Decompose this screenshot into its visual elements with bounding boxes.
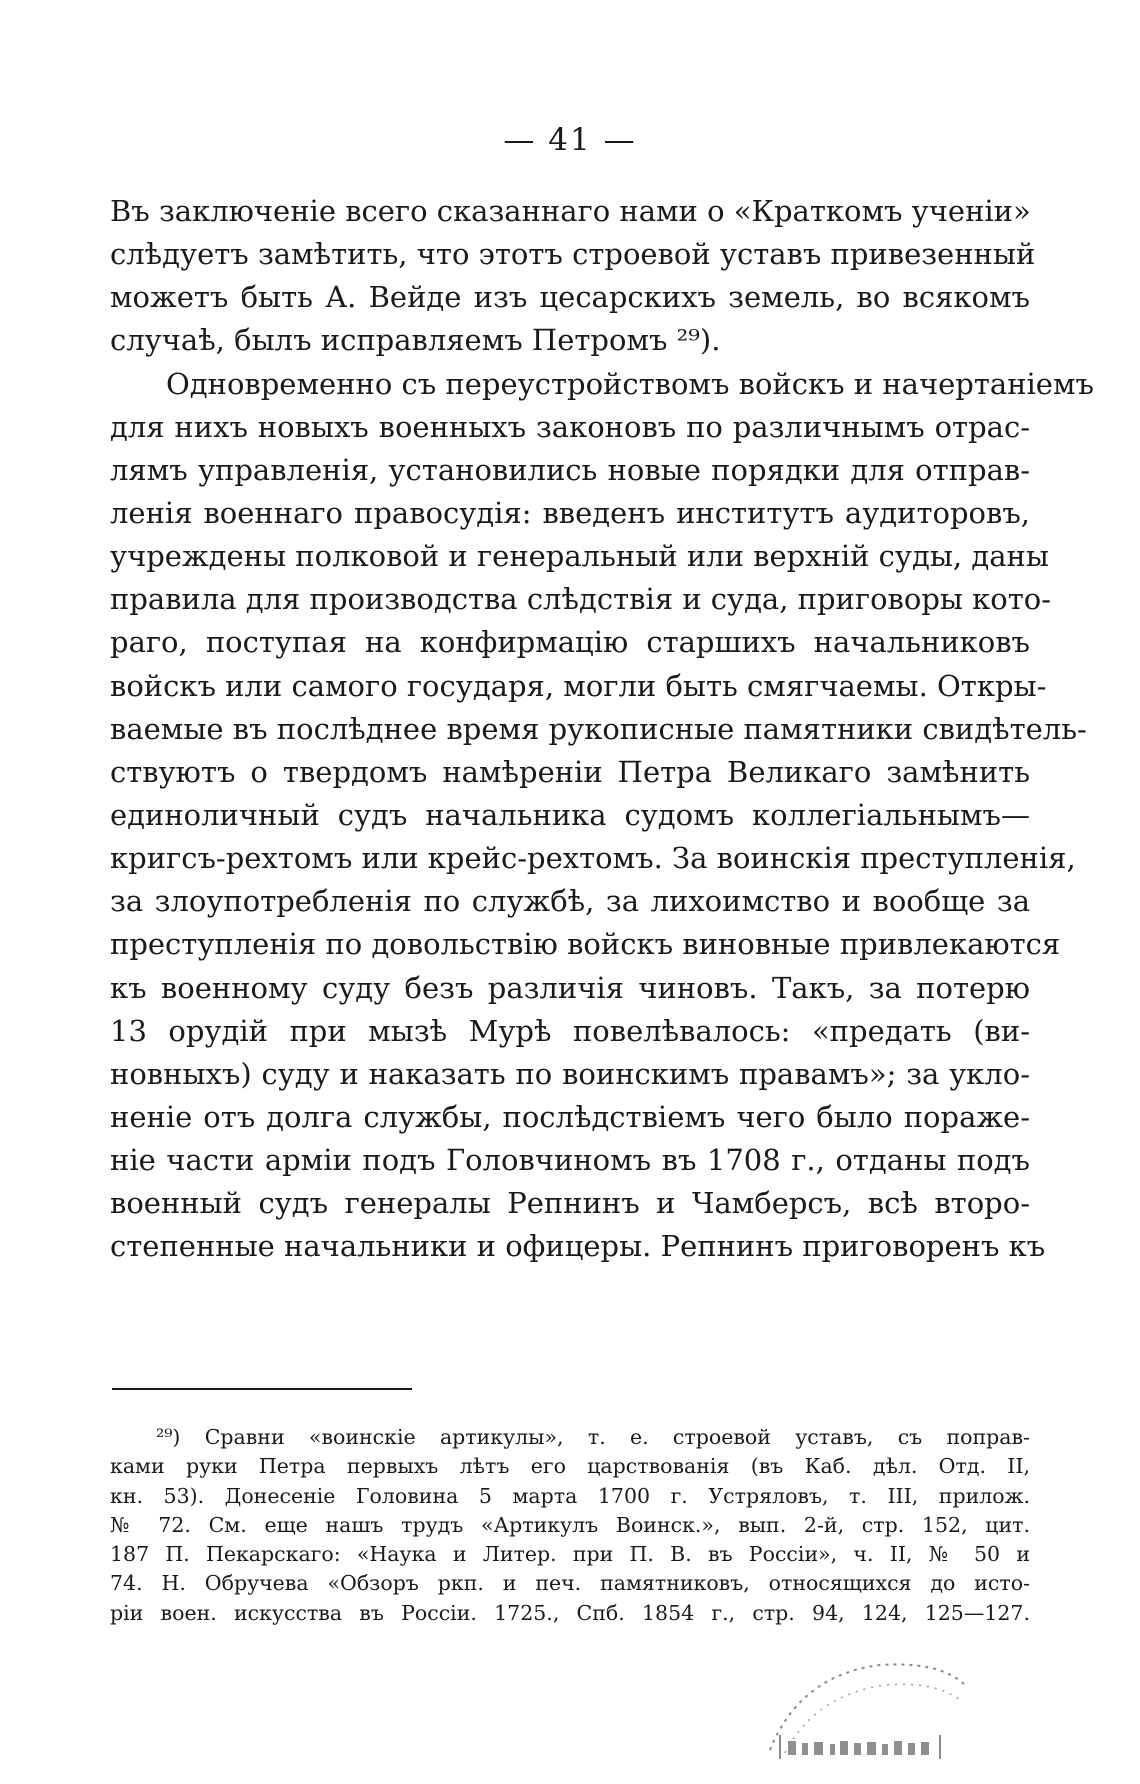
footnote-line: ²⁹) Сравни «воинскіе артикулы», т. е. строевой уставъ, съ поправ- — [156, 1425, 1030, 1449]
body-line: случаѣ, былъ исправляемъ Петромъ ²⁹). — [110, 323, 721, 358]
body-line: можетъ быть А. Вейде изъ цесарскихъ земель, во всякомъ — [110, 280, 1030, 315]
body-line: слѣдуетъ замѣтить, что этотъ строевой уставъ привезенный — [110, 237, 1036, 272]
body-line: за злоупотребленія по службѣ, за лихоимство и вообще за — [110, 884, 1030, 919]
footnote-line: № 72. См. еще нашъ трудъ «Артикулъ Воинск.», вып. 2-й, стр. 152, цит. — [110, 1512, 1030, 1537]
body-line: ніе части арміи подъ Головчиномъ въ 1708 г., отданы подъ — [110, 1143, 1030, 1178]
footnote-line: 74. Н. Обручева «Обзоръ ркп. и печ. памятниковъ, относящихся до исто- — [110, 1571, 1030, 1596]
body-line: лямъ управленія, установились новые порядки для отправ- — [110, 452, 1030, 487]
footnote-line: ріи воен. искусства въ Россіи. 1725., Спб. 1854 г., стр. 94, 124, 125—127. — [110, 1600, 1030, 1625]
footnote-line: ками руки Петра первыхъ лѣтъ его царствованія (въ Каб. дѣл. Отд. II, — [110, 1454, 1030, 1479]
body-line: кригсъ-рехтомъ или крейс-рехтомъ. За воинскія преступленія, — [110, 841, 1076, 876]
footnote-line: 187 П. Пекарскаго: «Наука и Литер. при П. В. въ Россіи», ч. II, № 50 и — [110, 1542, 1030, 1567]
body-line: ствуютъ о твердомъ намѣреніи Петра Великаго замѣнить — [110, 754, 1030, 789]
body-line: единоличный судъ начальника судомъ коллегіальнымъ— — [110, 797, 1030, 832]
footnote-line: кн. 53). Донесеніе Головина 5 марта 1700 г. Устряловъ, т. III, прилож. — [110, 1483, 1030, 1508]
page-number: — 41 — — [503, 122, 637, 158]
body-line: для нихъ новыхъ военныхъ законовъ по различнымъ отрас- — [110, 409, 1030, 444]
body-line: ваемые въ послѣднее время рукописные памятники свидѣтель- — [110, 711, 1087, 746]
body-line: преступленія по довольствію войскъ виновные привлекаются — [110, 927, 1061, 962]
body-line: новныхъ) суду и наказать по воинскимъ правамъ»; за укло- — [110, 1056, 1030, 1091]
body-line: Въ заключеніе всего сказаннаго нами о «Краткомъ ученіи» — [110, 194, 1031, 228]
body-line: правила для производства слѣдствія и суда, приговоры кото- — [110, 582, 1052, 617]
body-line: къ военному суду безъ различія чиновъ. Такъ, за потерю — [110, 970, 1030, 1005]
body-line: военный судъ генералы Репнинъ и Чамберсъ, всѣ второ- — [110, 1186, 1030, 1221]
body-line: степенные начальники и офицеры. Репнинъ приговоренъ къ — [110, 1229, 1046, 1264]
footnote-divider — [112, 1388, 412, 1390]
library-stamp-icon — [740, 1655, 970, 1765]
footnotes — [110, 1423, 1030, 1628]
body-line: 13 орудій при мызѣ Мурѣ повелѣвалось: «предать (ви- — [110, 1013, 1030, 1048]
main-text — [110, 190, 1094, 1269]
body-line: учреждены полковой и генеральный или верхній суды, даны — [110, 539, 1049, 574]
body-line: раго, поступая на конфирмацію старшихъ начальниковъ — [110, 625, 1030, 660]
body-line: Одновременно съ переустройствомъ войскъ и начертаніемъ — [166, 366, 1094, 401]
body-line: неніе отъ долга службы, послѣдствіемъ чего было пораже- — [110, 1099, 1030, 1134]
body-line: войскъ или самого государя, могли быть смягчаемы. Откры- — [110, 668, 1047, 703]
body-line: ленія военнаго правосудія: введенъ институтъ аудиторовъ, — [110, 495, 1030, 530]
